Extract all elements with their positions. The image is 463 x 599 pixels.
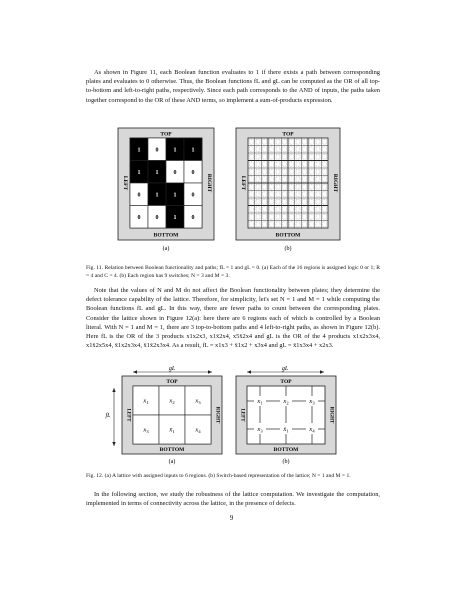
fig11b-bottom-plate-label: BOTTOM <box>275 232 301 239</box>
fig11a-cell-value: 0 <box>191 214 195 221</box>
fig12a-region-literal: $x̄_1$ <box>169 426 175 434</box>
figure-11 <box>116 126 348 254</box>
fig12a-region-literal: $x_1$ <box>143 397 149 405</box>
fig11a-cell-value: 1 <box>173 192 177 199</box>
fig12a-region-literal: $x_2$ <box>169 397 175 405</box>
fig11a-cell-value: 1 <box>155 169 159 176</box>
fig11b-left-plate-label: LEFT <box>240 175 246 191</box>
fig12b-g-label: gL <box>281 366 289 372</box>
fig12b-switch-literal: $x_3$ <box>309 398 315 406</box>
fig11b-right-plate-label: RIGHT <box>332 173 338 193</box>
fig11a-cell-value: 0 <box>191 192 195 199</box>
fig12b-top-plate-label: TOP <box>280 379 292 385</box>
fig12a-region-literal: $x_3$ <box>195 397 201 405</box>
fig11b-top-plate-label: TOP <box>282 131 294 138</box>
fig12a-region-literal: $x_4$ <box>195 426 201 434</box>
fig11a-bottom-plate-label: BOTTOM <box>153 232 179 239</box>
paragraph-3: In the following section, we study the robustness of the lattice computation. We investigate the computation, implemented in terms of connectivity across the lattice, in the presence of defects. <box>86 491 380 508</box>
fig12b-right-plate-label: RIGHT <box>328 406 334 424</box>
fig12b-switch-literal: $x_4$ <box>309 426 315 434</box>
fig11a-cell-value: 1 <box>137 147 141 154</box>
fig11a-cell-value: 0 <box>173 169 177 176</box>
fig11a-cell-value: 0 <box>155 214 159 221</box>
fig11-sublabel-a: (a) <box>162 246 170 252</box>
fig12b-switch-literal: $x_2$ <box>283 398 289 406</box>
fig11a-cell-value: 1 <box>191 147 195 154</box>
figure-11b-switch-lattice <box>236 128 340 240</box>
fig11a-cell-value: 1 <box>137 169 141 176</box>
fig12b-bottom-plate-label: BOTTOM <box>273 447 299 453</box>
paragraph-1: As shown in Figure 11, each Boolean function evaluates to 1 if there exists a path between corresponding plates and evaluates to 0 otherwise. Thus, the Boolean functions fL and gL can be computed as the OR of all top-to-bottom and left-to-right paths, respectively. Since each path corresponds to the AND of inputs, the paths taken together correspond to the OR of these AND terms, so implement a sum-of-products expression. <box>86 69 380 104</box>
fig12b-switch-literal: $x_3$ <box>257 426 263 434</box>
fig11a-cell-value: 0 <box>191 169 195 176</box>
figure-12a-lattice <box>105 366 222 454</box>
paragraph-2: Note that the values of N and M do not affect the Boolean functionality between plates; they determine the defect tolerance capability of the lattice. Therefore, for simplicity, let's set N = 1 and M = 1 while computing the Boolean functions fL and gL. In this way, there are fewer paths to count between the corresponding plates. Consider the lattice shown in Figure 12(a): here there are 6 regions each of which is controlled by a Boolean literal. With N = 1 and M = 1, there are 3 top-to-bottom paths and 4 left-to-right paths, as shown in Figure 12(b). Here fL is the OR of the 3 products x1x2x3, x1x̄2x4, x5x̄2x4 and gL is the OR of the 4 products x1x2x3x4, x1x̄2x5x4, x̄1x2x3x4, x̄1x̄2x3x4. As a result, fL = x1x3 + x̄1x2 + x3x4 and gL = x̄1x3x4 + x2x3. <box>86 287 380 350</box>
fig11a-cell-value: 1 <box>155 192 159 199</box>
fig12a-right-plate-label: RIGHT <box>214 406 220 424</box>
figure-11a-lattice <box>118 128 214 240</box>
fig11a-right-plate-label: RIGHT <box>206 173 212 193</box>
figure-12-caption: Fig. 12. (a) A lattice with assigned inputs to 6 regions. (b) Switch-based representation of the lattice; N = 1 and M = 1. <box>86 473 351 479</box>
fig12a-f-label: fL <box>105 413 111 419</box>
fig11-sublabel-b: (b) <box>284 246 292 252</box>
fig12a-bottom-plate-label: BOTTOM <box>159 447 185 453</box>
fig12b-switch-literal: $x_1$ <box>257 398 263 406</box>
fig12a-top-plate-label: TOP <box>166 379 178 385</box>
fig11a-cell-value: 1 <box>173 214 177 221</box>
fig11a-cell-value: 0 <box>137 192 141 199</box>
fig11a-cell-value: 1 <box>173 147 177 154</box>
fig12b-switch-literal: $x̄_1$ <box>283 426 289 434</box>
fig12b-left-plate-label: LEFT <box>239 408 245 422</box>
fig12-sublabel-a: (a) <box>168 459 176 465</box>
fig11a-top-plate-label: TOP <box>160 131 172 138</box>
figure-11-caption: Fig. 11. Relation between Boolean functionality and paths; fL = 1 and gL = 0. (a) Each of the 16 regions is assigned logic 0 or 1; R = 4 and C = 4. (b) Each region has 9 switches; N = 3 and M = 3. <box>86 265 380 280</box>
fig11a-cell-value: 0 <box>137 214 141 221</box>
figure-12 <box>100 366 350 466</box>
figure-12b-switch-lattice <box>236 366 336 454</box>
fig11a-cell-value: 0 <box>155 147 159 154</box>
fig11a-left-plate-label: LEFT <box>122 175 128 191</box>
fig12-sublabel-b: (b) <box>282 459 290 465</box>
page-number: 9 <box>229 514 234 522</box>
fig12a-region-literal: $x_3$ <box>143 426 149 434</box>
fig12a-cells <box>133 386 211 444</box>
fig12a-g-label: gL <box>168 366 176 372</box>
fig11a-cells <box>130 138 202 228</box>
fig12a-left-plate-label: LEFT <box>125 408 131 422</box>
